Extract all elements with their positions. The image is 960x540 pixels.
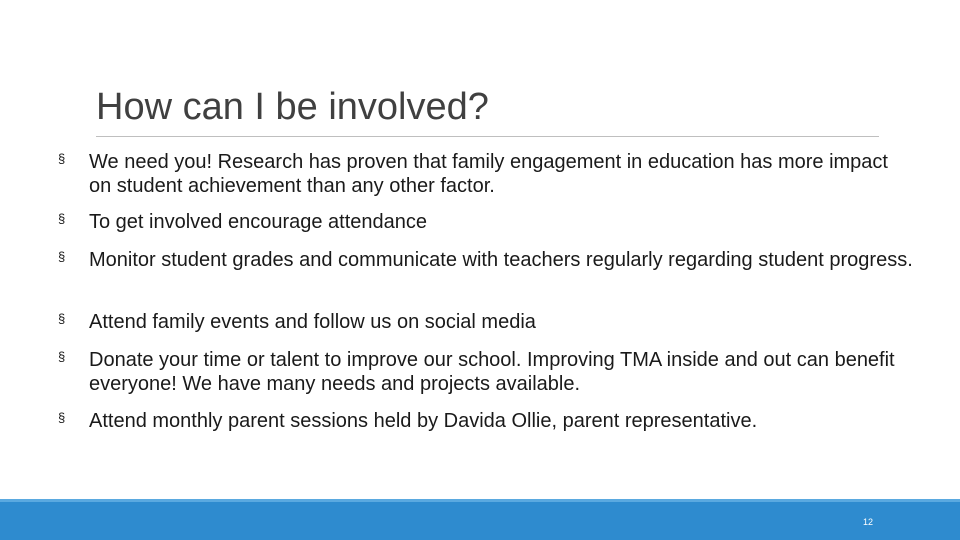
bullet-marker-icon: § (58, 211, 66, 226)
bullet-marker-icon: § (58, 151, 66, 166)
footer-bar (0, 499, 960, 540)
bullet-text: To get involved encourage attendance (89, 211, 428, 233)
bullet-text: We need you! Research has proven that family engagement in education has more impact on student achievement than any other factor. (89, 151, 888, 197)
page-number: 12 (863, 517, 874, 527)
bullet-text: Monitor student grades and communicate with teachers regularly regarding student progress. (89, 249, 913, 271)
title-divider (96, 136, 879, 137)
bullet-text: Attend family events and follow us on social media (89, 311, 536, 333)
bullet-marker-icon: § (58, 410, 66, 425)
slide-title: How can I be involved? (96, 86, 489, 128)
bullet-text: Attend monthly parent sessions held by Davida Ollie, parent representative. (89, 410, 758, 432)
bullet-marker-icon: § (58, 249, 66, 264)
bullet-marker-icon: § (58, 311, 66, 326)
bullet-text: Donate your time or talent to improve our school. Improving TMA inside and out can benefit everyone! We have many needs and projects available. (89, 349, 895, 395)
bullet-marker-icon: § (58, 349, 66, 364)
